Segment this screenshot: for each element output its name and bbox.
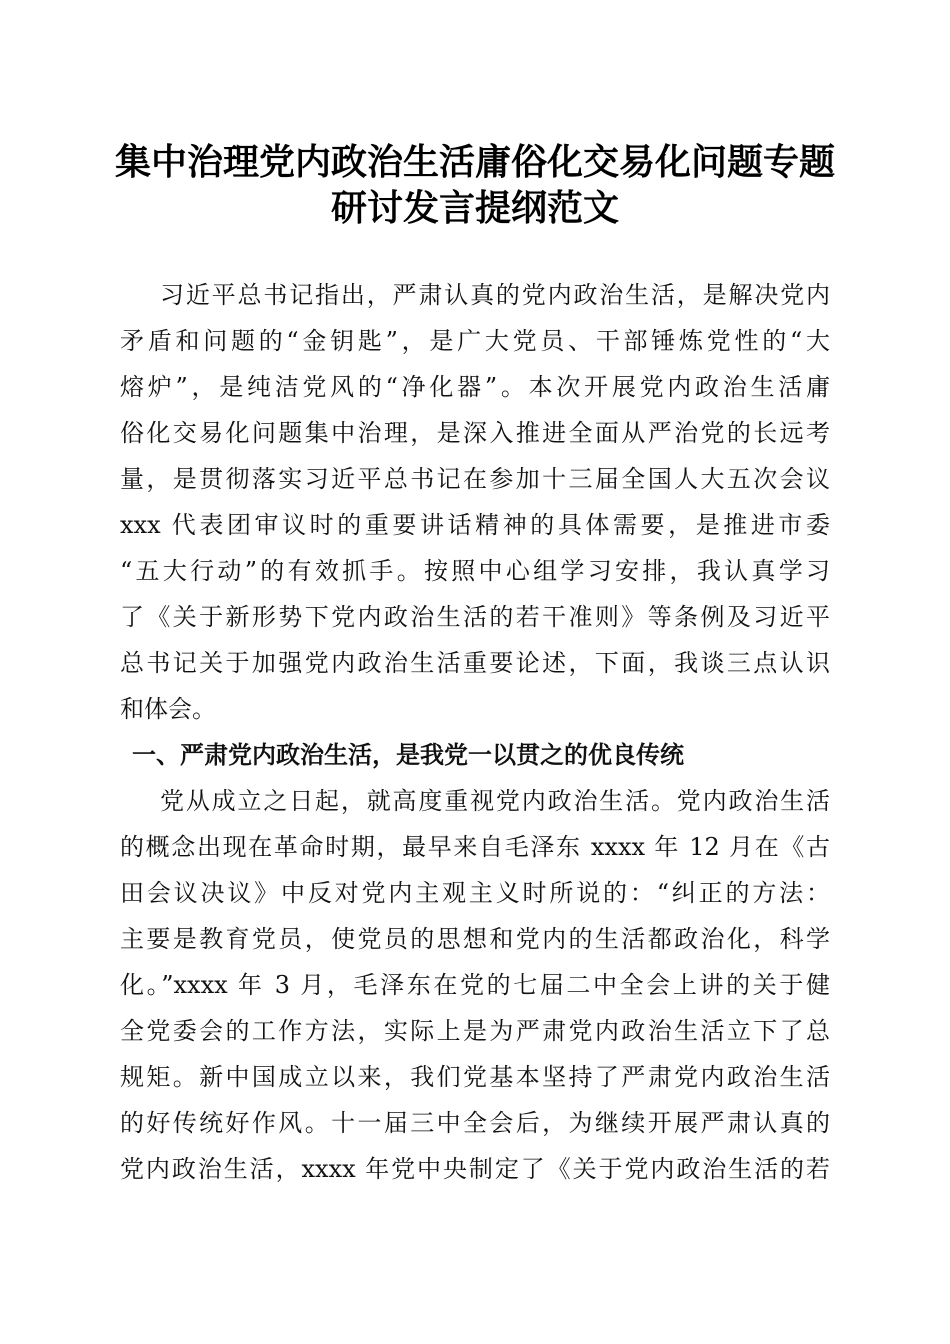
paragraph-1-line-3: 熔炉”，是纯洁党风的“净化器”。本次开展党内政治生活庸: [120, 373, 830, 401]
document-title-line-1: 集中治理党内政治生活庸俗化交易化问题专题: [114, 141, 835, 183]
paragraph-1-line-5: 量，是贯彻落实习近平总书记在参加十三届全国人大五次会议: [120, 465, 830, 493]
paragraph-2-line-7: 规矩。新中国成立以来，我们党基本坚持了严肃党内政治生活: [120, 1063, 830, 1091]
section-heading-1: 一、严肃党内政治生活，是我党一以贯之的优良传统: [132, 741, 684, 769]
paragraph-2-line-2: 的概念出现在革命时期，最早来自毛泽东 xxxx 年 12 月在《古: [120, 833, 830, 861]
paragraph-1-line-4: 俗化交易化问题集中治理，是深入推进全面从严治党的长远考: [120, 419, 830, 447]
document-title-line-2: 研讨发言提纲范文: [330, 187, 619, 229]
paragraph-2-line-8: 的好传统好作风。十一届三中全会后，为继续开展严肃认真的: [120, 1109, 830, 1137]
paragraph-2-line-4: 主要是教育党员，使党员的思想和党内的生活都政治化，科学: [120, 925, 830, 953]
paragraph-2-line-3: 田会议决议》中反对党内主观主义时所说的：“纠正的方法：: [120, 879, 830, 907]
paragraph-2-line-1: 党从成立之日起，就高度重视党内政治生活。党内政治生活: [160, 787, 830, 815]
paragraph-2-line-9: 党内政治生活，xxxx 年党中央制定了《关于党内政治生活的若: [120, 1155, 830, 1183]
paragraph-1-line-2: 矛盾和问题的“金钥匙”，是广大党员、干部锤炼党性的“大: [120, 327, 830, 355]
paragraph-1-line-6: xxx 代表团审议时的重要讲话精神的具体需要，是推进市委: [120, 511, 830, 539]
document-body: [120, 272, 830, 1192]
paragraph-1-line-7: “五大行动”的有效抓手。按照中心组学习安排，我认真学习: [120, 557, 830, 585]
paragraph-2-line-5: 化。”xxxx 年 3 月，毛泽东在党的七届二中全会上讲的关于健: [120, 971, 830, 999]
paragraph-2-line-6: 全党委会的工作方法，实际上是为严肃党内政治生活立下了总: [120, 1017, 830, 1045]
paragraph-1-line-8: 了《关于新形势下党内政治生活的若干准则》等条例及习近平: [120, 603, 830, 631]
paragraph-1-line-1: 习近平总书记指出，严肃认真的党内政治生活，是解决党内: [160, 281, 830, 309]
paragraph-1-line-10: 和体会。: [120, 695, 216, 723]
paragraph-1-line-9: 总书记关于加强党内政治生活重要论述，下面，我谈三点认识: [120, 649, 830, 677]
